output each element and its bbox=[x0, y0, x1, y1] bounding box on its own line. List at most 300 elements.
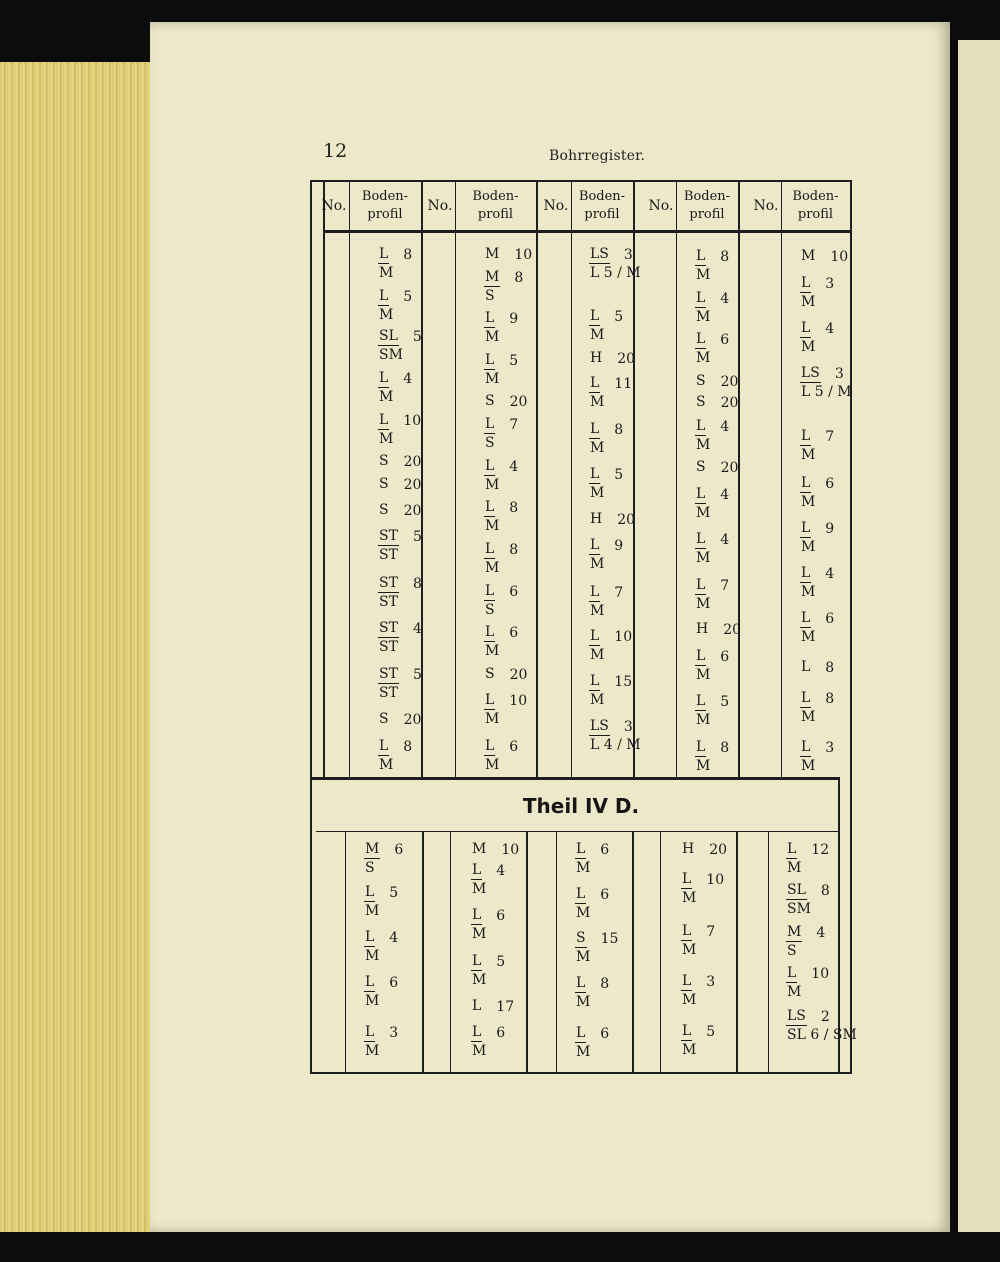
profil-entry bbox=[378, 666, 422, 702]
profil-entry bbox=[484, 416, 518, 452]
profil-bottom: M bbox=[472, 972, 487, 988]
profil-bottom: M bbox=[590, 394, 605, 410]
profil-entry bbox=[471, 862, 505, 898]
profil-depth: 20 bbox=[509, 667, 528, 683]
profil-top: L bbox=[801, 690, 811, 706]
profil-bottom: ST bbox=[379, 594, 398, 610]
profil-bottom: M bbox=[576, 994, 591, 1010]
profil-entry bbox=[575, 841, 609, 877]
profil-depth: 10 bbox=[706, 872, 725, 888]
profil-entry bbox=[695, 739, 729, 775]
profil-top: ST bbox=[379, 620, 398, 636]
header-rule bbox=[323, 230, 850, 233]
profil-depth: 4 bbox=[720, 419, 730, 435]
profil-depth: 6 bbox=[600, 1026, 610, 1042]
profil-bottom: M bbox=[485, 643, 500, 659]
profil-bottom: SL 6 / SM bbox=[787, 1027, 857, 1043]
profil-entry bbox=[681, 923, 715, 959]
header-no: No. bbox=[648, 198, 674, 214]
profil-entry bbox=[589, 511, 635, 529]
profil-entry bbox=[471, 841, 519, 859]
profil-top: L bbox=[379, 246, 389, 262]
profil-depth: 3 bbox=[623, 247, 633, 263]
profil-depth: 4 bbox=[825, 321, 835, 337]
profil-top: L bbox=[696, 418, 706, 434]
profil-depth: 3 bbox=[706, 974, 716, 990]
profil-entry bbox=[575, 975, 609, 1011]
profil-top: L bbox=[485, 541, 495, 557]
profil-entry bbox=[589, 718, 642, 754]
profil-depth: 4 bbox=[816, 925, 826, 941]
profil-bottom: SM bbox=[379, 347, 403, 363]
profil-entry bbox=[484, 624, 518, 660]
profil-entry bbox=[695, 577, 729, 613]
profil-top: L bbox=[696, 290, 706, 306]
profil-bottom: M bbox=[472, 1043, 487, 1059]
profil-depth: 5 bbox=[412, 667, 422, 683]
profil-top: S bbox=[485, 666, 495, 682]
profil-entry bbox=[378, 575, 422, 611]
profil-bottom: M bbox=[801, 339, 816, 355]
profil-depth: 6 bbox=[600, 842, 610, 858]
profil-bottom: M bbox=[801, 539, 816, 555]
profil-bottom: M bbox=[801, 494, 816, 510]
profil-bottom: M bbox=[365, 903, 380, 919]
profil-top: L bbox=[682, 923, 692, 939]
profil-entry bbox=[695, 648, 729, 684]
top-no-divider bbox=[571, 182, 572, 778]
profil-entry bbox=[786, 965, 829, 1001]
profil-top: L bbox=[590, 421, 600, 437]
profil-entry bbox=[378, 328, 422, 364]
profil-depth: 8 bbox=[509, 542, 519, 558]
profil-top: LS bbox=[787, 1008, 806, 1024]
profil-top: LS bbox=[590, 718, 609, 734]
profil-depth: 6 bbox=[496, 908, 506, 924]
profil-top: L bbox=[379, 288, 389, 304]
profil-entry bbox=[800, 365, 853, 401]
header-profil: Boden- profil bbox=[683, 189, 731, 222]
profil-bottom: M bbox=[696, 667, 711, 683]
profil-depth: 10 bbox=[830, 249, 849, 265]
profil-top: L bbox=[472, 998, 482, 1014]
profil-entry bbox=[378, 288, 412, 324]
profil-top: M bbox=[801, 248, 816, 264]
profil-depth: 20 bbox=[723, 622, 742, 638]
profil-top: L bbox=[379, 412, 389, 428]
profil-entry bbox=[484, 458, 518, 494]
profil-top: L bbox=[379, 738, 389, 754]
profil-entry bbox=[695, 486, 729, 522]
profil-entry bbox=[695, 248, 729, 284]
profil-top: L bbox=[787, 965, 797, 981]
profil-bottom: M bbox=[696, 267, 711, 283]
profil-top: L bbox=[472, 1024, 482, 1040]
profil-depth: 10 bbox=[403, 413, 422, 429]
profil-entry bbox=[364, 974, 398, 1010]
profil-top: L bbox=[801, 610, 811, 626]
profil-top: L bbox=[576, 841, 586, 857]
profil-bottom: M bbox=[590, 556, 605, 572]
profil-top: L bbox=[696, 693, 706, 709]
profil-depth: 8 bbox=[514, 270, 524, 286]
profil-depth: 6 bbox=[509, 739, 519, 755]
profil-entry bbox=[484, 666, 527, 684]
profil-bottom: ST bbox=[379, 547, 398, 563]
top-no-divider bbox=[676, 182, 677, 778]
profil-top: SL bbox=[787, 882, 806, 898]
header-no: No. bbox=[427, 198, 453, 214]
profil-bottom: M bbox=[365, 948, 380, 964]
profil-entry bbox=[681, 973, 715, 1009]
profil-depth: 6 bbox=[600, 887, 610, 903]
profil-bottom: M bbox=[801, 758, 816, 774]
profil-depth: 4 bbox=[720, 532, 730, 548]
profil-depth: 4 bbox=[389, 930, 399, 946]
profil-bottom: L 4 / M bbox=[590, 737, 641, 753]
bottom-no-divider bbox=[450, 832, 451, 1072]
top-no-divider bbox=[455, 182, 456, 778]
profil-depth: 8 bbox=[825, 660, 835, 676]
profil-top: L bbox=[801, 520, 811, 536]
profil-top: LS bbox=[801, 365, 820, 381]
profil-depth: 20 bbox=[509, 394, 528, 410]
profil-bottom: M bbox=[801, 584, 816, 600]
profil-bottom: M bbox=[801, 629, 816, 645]
profil-entry bbox=[681, 871, 724, 907]
profil-entry bbox=[364, 929, 398, 965]
profil-depth: 6 bbox=[509, 625, 519, 641]
profil-top: S bbox=[576, 930, 586, 946]
profil-bottom: M bbox=[682, 1042, 697, 1058]
profil-bottom: L 5 / M bbox=[801, 384, 852, 400]
profil-bottom: M bbox=[379, 265, 394, 281]
section-rule-bottom bbox=[316, 831, 838, 832]
profil-bottom: M bbox=[576, 860, 591, 876]
profil-entry bbox=[800, 739, 834, 775]
profil-top: S bbox=[696, 394, 706, 410]
profil-bottom: M bbox=[485, 371, 500, 387]
profil-depth: 5 bbox=[614, 309, 624, 325]
profil-depth: 3 bbox=[623, 719, 633, 735]
profil-bottom: M bbox=[787, 860, 802, 876]
profil-entry bbox=[695, 531, 729, 567]
profil-entry bbox=[589, 421, 623, 457]
profil-depth: 8 bbox=[403, 739, 413, 755]
profil-entry bbox=[575, 930, 618, 966]
profil-depth: 9 bbox=[614, 538, 624, 554]
bottom-column-divider bbox=[526, 832, 528, 1072]
profil-depth: 15 bbox=[614, 674, 633, 690]
profil-depth: 4 bbox=[412, 621, 422, 637]
profil-bottom: M bbox=[801, 294, 816, 310]
profil-top: M bbox=[787, 924, 802, 940]
profil-bottom: M bbox=[379, 307, 394, 323]
profil-top: S bbox=[379, 502, 389, 518]
profil-entry bbox=[695, 373, 738, 391]
profil-depth: 6 bbox=[720, 332, 730, 348]
profil-entry bbox=[575, 1025, 609, 1061]
profil-bottom: M bbox=[379, 389, 394, 405]
profil-bottom: SM bbox=[787, 901, 811, 917]
profil-entry bbox=[786, 924, 825, 960]
profil-depth: 3 bbox=[834, 366, 844, 382]
profil-entry bbox=[695, 290, 729, 326]
profil-top: S bbox=[696, 459, 706, 475]
profil-bottom: L 5 / M bbox=[590, 265, 641, 281]
profil-entry bbox=[800, 690, 834, 726]
profil-depth: 3 bbox=[825, 740, 835, 756]
profil-depth: 20 bbox=[720, 374, 739, 390]
profil-entry bbox=[484, 499, 518, 535]
profil-depth: 20 bbox=[403, 454, 422, 470]
profil-top: L bbox=[485, 499, 495, 515]
bottom-column-divider bbox=[422, 832, 424, 1072]
profil-top: S bbox=[485, 393, 495, 409]
top-no-divider bbox=[349, 182, 350, 778]
profil-entry bbox=[800, 475, 834, 511]
header-profil: Boden- profil bbox=[792, 189, 839, 222]
profil-depth: 6 bbox=[720, 649, 730, 665]
profil-depth: 5 bbox=[389, 885, 399, 901]
profil-entry bbox=[471, 953, 505, 989]
profil-depth: 6 bbox=[394, 842, 404, 858]
profil-entry bbox=[484, 738, 518, 774]
profil-top: L bbox=[801, 659, 811, 675]
profil-top: H bbox=[682, 841, 695, 857]
profil-top: L bbox=[696, 577, 706, 593]
profil-entry bbox=[484, 269, 523, 305]
profil-depth: 20 bbox=[720, 395, 739, 411]
profil-top: L bbox=[576, 886, 586, 902]
profil-bottom: S bbox=[365, 860, 375, 876]
bottom-no-divider bbox=[768, 832, 769, 1072]
profil-depth: 20 bbox=[403, 503, 422, 519]
bottom-column-divider bbox=[736, 832, 738, 1072]
profil-top: L bbox=[590, 308, 600, 324]
profil-entry bbox=[589, 375, 632, 411]
profil-bottom: M bbox=[485, 560, 500, 576]
profil-bottom: M bbox=[682, 890, 697, 906]
bottom-no-divider bbox=[556, 832, 557, 1072]
profil-top: M bbox=[472, 841, 487, 857]
profil-bottom: M bbox=[590, 327, 605, 343]
profil-top: L bbox=[590, 673, 600, 689]
profil-bottom: M bbox=[472, 926, 487, 942]
profil-top: L bbox=[576, 975, 586, 991]
profil-top: L bbox=[801, 320, 811, 336]
profil-bottom: S bbox=[485, 602, 495, 618]
profil-bottom: M bbox=[682, 992, 697, 1008]
profil-entry bbox=[695, 394, 738, 412]
profil-top: L bbox=[485, 738, 495, 754]
profil-entry bbox=[471, 907, 505, 943]
profil-entry bbox=[589, 350, 635, 368]
profil-bottom: ST bbox=[379, 639, 398, 655]
profil-entry bbox=[589, 584, 623, 620]
profil-depth: 7 bbox=[706, 924, 716, 940]
profil-top: L bbox=[590, 375, 600, 391]
profil-entry bbox=[364, 1024, 398, 1060]
profil-bottom: M bbox=[682, 942, 697, 958]
profil-depth: 12 bbox=[811, 842, 830, 858]
profil-depth: 10 bbox=[514, 247, 533, 263]
profil-top: L bbox=[801, 275, 811, 291]
profil-top: L bbox=[696, 739, 706, 755]
profil-entry bbox=[575, 886, 609, 922]
profil-top: ST bbox=[379, 666, 398, 682]
top-column-divider bbox=[536, 182, 538, 778]
header-no: No. bbox=[753, 198, 779, 214]
profil-top: L bbox=[801, 565, 811, 581]
profil-top: H bbox=[590, 350, 603, 366]
profil-entry bbox=[471, 998, 514, 1016]
profil-bottom: M bbox=[696, 505, 711, 521]
profil-depth: 8 bbox=[600, 976, 610, 992]
profil-bottom: S bbox=[787, 943, 797, 959]
profil-bottom: M bbox=[590, 485, 605, 501]
profil-top: L bbox=[472, 907, 482, 923]
profil-depth: 4 bbox=[825, 566, 835, 582]
profil-depth: 10 bbox=[509, 693, 528, 709]
profil-entry bbox=[378, 711, 421, 729]
profil-top: L bbox=[365, 884, 375, 900]
profil-top: M bbox=[485, 246, 500, 262]
profil-entry bbox=[484, 310, 518, 346]
profil-depth: 6 bbox=[389, 975, 399, 991]
header-profil: Boden- profil bbox=[578, 189, 626, 222]
profil-depth: 8 bbox=[825, 691, 835, 707]
profil-top: L bbox=[696, 648, 706, 664]
profil-entry bbox=[589, 673, 632, 709]
profil-bottom: M bbox=[696, 758, 711, 774]
profil-depth: 20 bbox=[617, 512, 636, 528]
profil-top: L bbox=[787, 841, 797, 857]
profil-depth: 8 bbox=[614, 422, 624, 438]
profil-bottom: M bbox=[801, 447, 816, 463]
profil-depth: 8 bbox=[403, 247, 413, 263]
profil-top: L bbox=[590, 466, 600, 482]
profil-bottom: M bbox=[576, 1044, 591, 1060]
profil-depth: 3 bbox=[389, 1025, 399, 1041]
profil-top: L bbox=[696, 531, 706, 547]
profil-entry bbox=[695, 331, 729, 367]
profil-depth: 7 bbox=[509, 417, 519, 433]
profil-top: L bbox=[590, 584, 600, 600]
profil-depth: 8 bbox=[720, 249, 730, 265]
profil-bottom: M bbox=[485, 711, 500, 727]
profil-depth: 9 bbox=[825, 521, 835, 537]
profil-entry bbox=[378, 246, 412, 282]
profil-bottom: M bbox=[576, 905, 591, 921]
header-no: No. bbox=[543, 198, 569, 214]
profil-bottom: S bbox=[485, 288, 495, 304]
profil-entry bbox=[378, 620, 422, 656]
profil-entry bbox=[800, 610, 834, 646]
profil-depth: 8 bbox=[412, 576, 422, 592]
profil-top: SL bbox=[379, 328, 398, 344]
profil-bottom: M bbox=[590, 440, 605, 456]
profil-depth: 4 bbox=[403, 371, 413, 387]
profil-top: L bbox=[801, 475, 811, 491]
profil-depth: 6 bbox=[825, 476, 835, 492]
profil-top: L bbox=[365, 974, 375, 990]
profil-top: LS bbox=[590, 246, 609, 262]
profil-entry bbox=[800, 275, 834, 311]
profil-top: L bbox=[682, 973, 692, 989]
header-profil: Boden- profil bbox=[361, 189, 409, 222]
profil-depth: 2 bbox=[820, 1009, 830, 1025]
profil-depth: 20 bbox=[403, 712, 422, 728]
profil-bottom: M bbox=[365, 1043, 380, 1059]
profil-entry bbox=[681, 841, 727, 859]
profil-depth: 7 bbox=[720, 578, 730, 594]
profil-depth: 17 bbox=[496, 999, 515, 1015]
profil-top: L bbox=[682, 1023, 692, 1039]
profil-entry bbox=[484, 352, 518, 388]
profil-top: L bbox=[472, 862, 482, 878]
profil-top: S bbox=[379, 453, 389, 469]
profil-depth: 4 bbox=[496, 863, 506, 879]
profil-depth: 7 bbox=[825, 429, 835, 445]
profil-entry bbox=[695, 621, 741, 639]
profil-bottom: M bbox=[696, 309, 711, 325]
profil-top: L bbox=[485, 416, 495, 432]
profil-top: S bbox=[379, 476, 389, 492]
profil-entry bbox=[484, 692, 527, 728]
profil-entry bbox=[378, 370, 412, 406]
profil-depth: 4 bbox=[720, 487, 730, 503]
profil-depth: 10 bbox=[614, 629, 633, 645]
profil-entry bbox=[589, 537, 623, 573]
profil-entry bbox=[589, 466, 623, 502]
profil-bottom: M bbox=[379, 431, 394, 447]
profil-entry bbox=[695, 418, 729, 454]
profil-top: H bbox=[590, 511, 603, 527]
profil-depth: 5 bbox=[509, 353, 519, 369]
profil-depth: 10 bbox=[501, 842, 520, 858]
profil-entry bbox=[378, 502, 421, 520]
profil-bottom: M bbox=[696, 596, 711, 612]
profil-entry bbox=[695, 459, 738, 477]
profil-top: L bbox=[485, 310, 495, 326]
section-title: Theil IV D. bbox=[522, 794, 640, 818]
profil-top: H bbox=[696, 621, 709, 637]
profil-depth: 5 bbox=[614, 467, 624, 483]
profil-top: L bbox=[485, 352, 495, 368]
profil-entry bbox=[484, 393, 527, 411]
profil-depth: 6 bbox=[509, 584, 519, 600]
profil-entry bbox=[378, 412, 421, 448]
facing-page-edge bbox=[958, 40, 1000, 1232]
profil-bottom: M bbox=[590, 647, 605, 663]
profil-entry bbox=[695, 693, 729, 729]
profil-bottom: M bbox=[696, 437, 711, 453]
profil-entry bbox=[378, 476, 421, 494]
bottom-column-divider bbox=[632, 832, 634, 1072]
profil-bottom: M bbox=[472, 881, 487, 897]
profil-top: L bbox=[696, 248, 706, 264]
bottom-no-divider bbox=[660, 832, 661, 1072]
profil-entry bbox=[484, 583, 518, 619]
profil-depth: 5 bbox=[412, 329, 422, 345]
profil-bottom: M bbox=[696, 550, 711, 566]
profil-top: S bbox=[696, 373, 706, 389]
profil-top: L bbox=[590, 537, 600, 553]
book-page-edges bbox=[0, 62, 150, 1232]
profil-entry bbox=[786, 1008, 858, 1044]
top-no-divider bbox=[781, 182, 782, 778]
